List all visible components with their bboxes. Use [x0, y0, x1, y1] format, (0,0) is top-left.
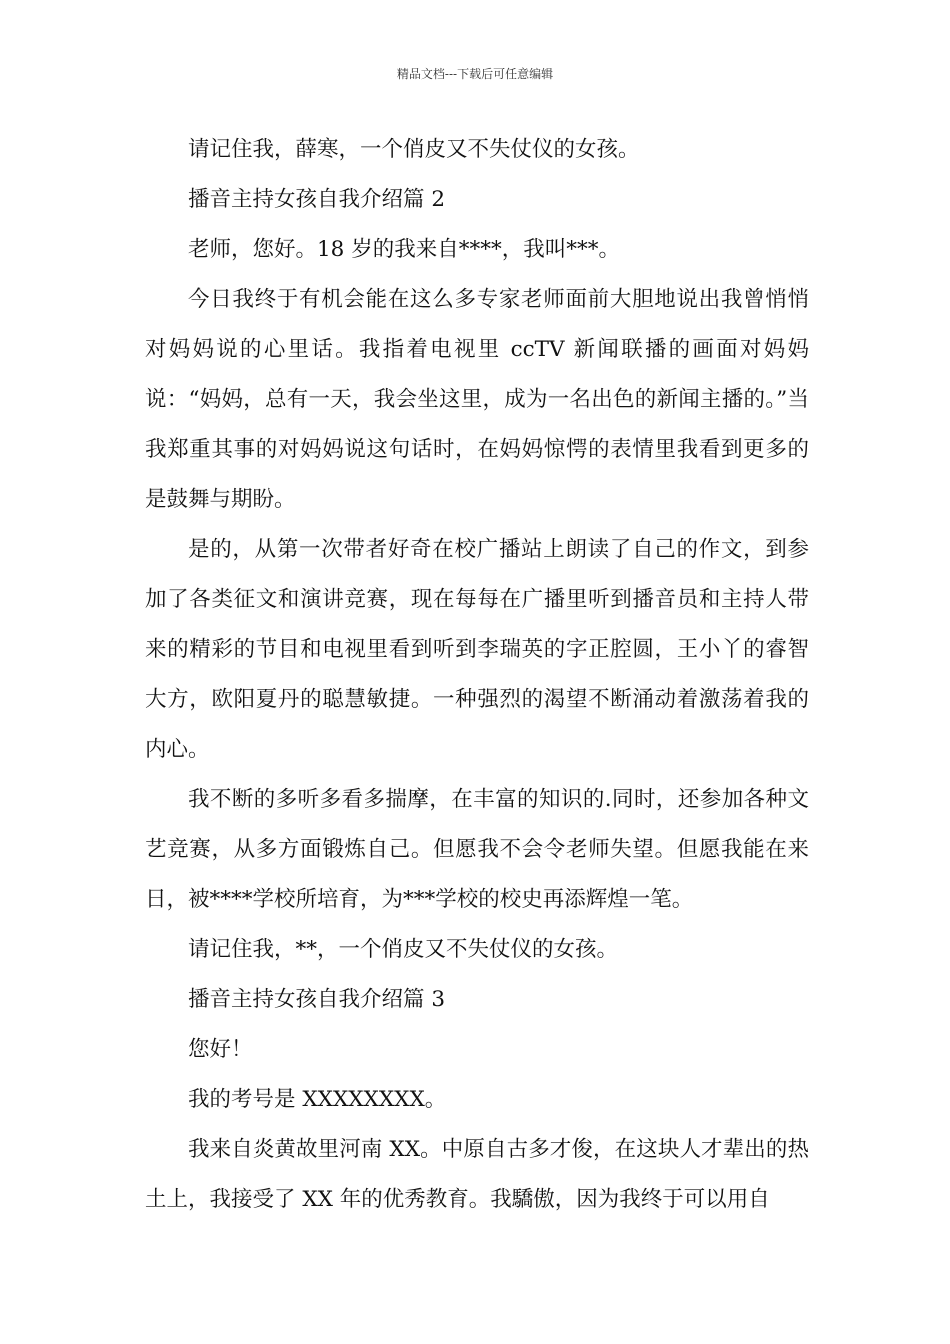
page-header: 精品文档---下载后可任意编辑 — [396, 67, 554, 81]
paragraph: 我的考号是 XXXXXXXX。 — [188, 1087, 447, 1112]
paragraph: 是的，从第一次带者好奇在校广播站上朗读了自己的作文，到参加了各类征文和演讲竞赛，现在每每在广播里听到播音员和主持人带来的精彩的节目和电视里看到听到李瑞英的字正腔圆，王小丫的睿智大方，欧阳夏丹的聪慧敏捷。一种强烈的渴望不断涌动着激荡着我的内心。 — [145, 537, 809, 762]
paragraph: 请记住我，**，一个俏皮又不失仗仪的女孩。 — [188, 937, 619, 962]
paragraph: 我来自炎黄故里河南 XX。中原自古多才俊，在这块人才辈出的热土上，我接受了 XX 年的优秀教育。我驕傲，因为我终于可以用自 — [145, 1137, 809, 1212]
section-heading: 播音主持女孩自我介绍篇 2 — [188, 187, 446, 212]
paragraph: 今日我终于有机会能在这么多专家老师面前大胆地说出我曾悄悄对妈妈说的心里话。我指着电视里 ccTV 新闻联播的画面对妈妈说：“妈妈，总有一天，我会坐这里，成为一名出色的新闻主播的。”当我郑重其事的对妈妈说这句话时，在妈妈惊愕的表情里我看到更多的是鼓舞与期盼。 — [145, 287, 809, 512]
paragraph: 请记住我，薛寒，一个俏皮又不失仗仪的女孩。 — [188, 137, 640, 162]
paragraph: 我不断的多听多看多揣摩，在丰富的知识的.同时，还参加各种文艺竞赛，从多方面锻炼自己。但愿我不会令老师失望。但愿我能在来日，被****学校所培育，为***学校的校史再添辉煌一笔。 — [145, 787, 809, 912]
paragraph: 老师，您好。18 岁的我来自****，我叫***。 — [188, 237, 620, 262]
paragraph: 您好！ — [188, 1037, 253, 1062]
document-body — [145, 125, 809, 1225]
section-heading: 播音主持女孩自我介绍篇 3 — [188, 987, 446, 1012]
